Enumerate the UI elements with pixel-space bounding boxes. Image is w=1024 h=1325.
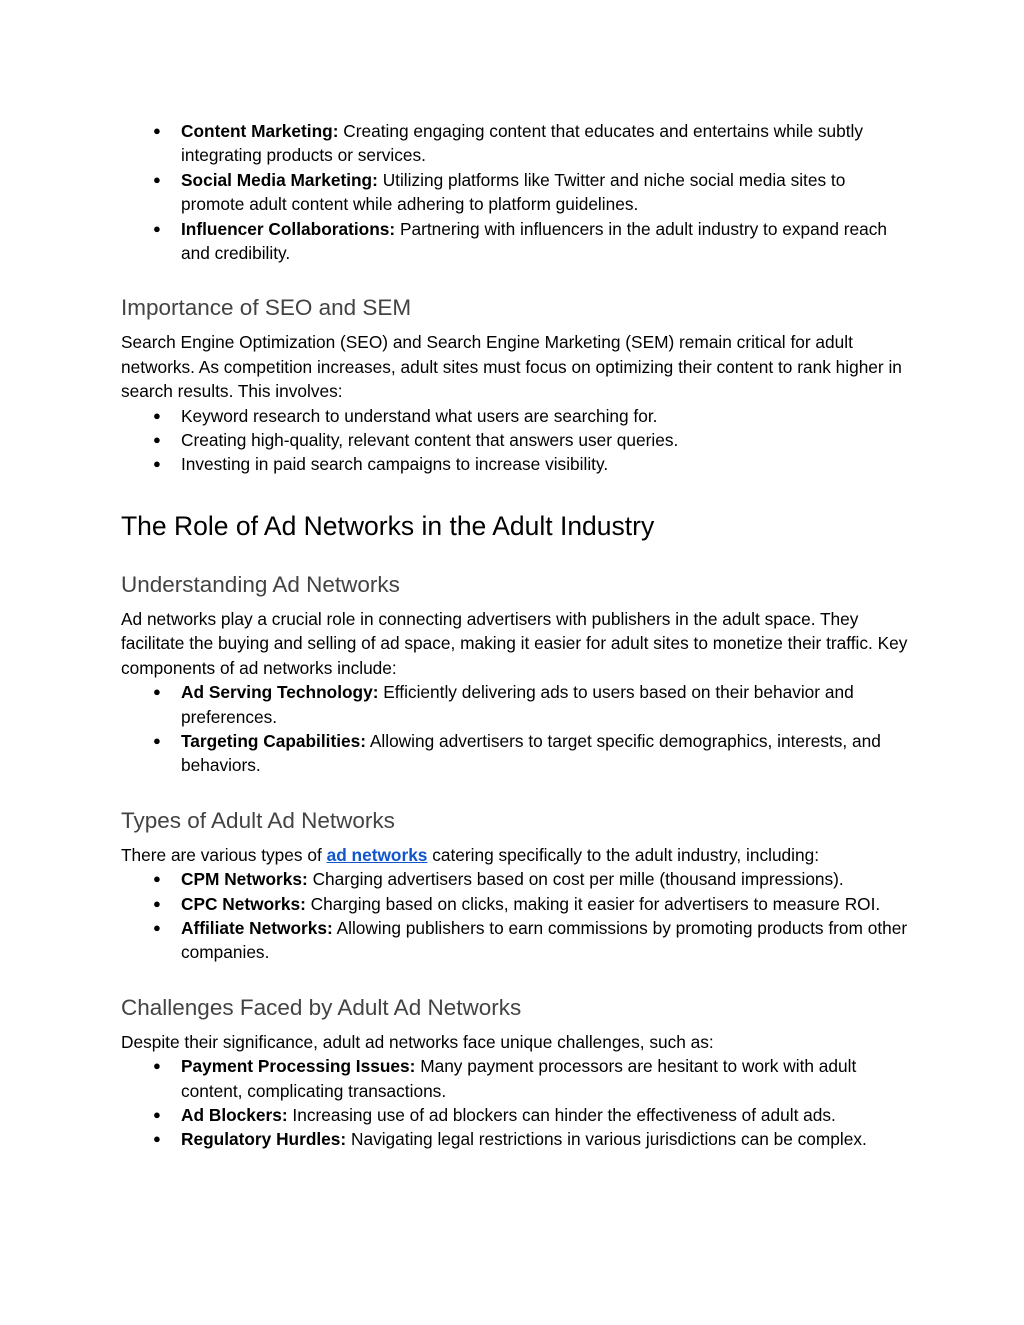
- list-item: [121, 1103, 911, 1127]
- list-item-term: Ad Blockers:: [181, 1104, 288, 1125]
- types-paragraph: [121, 843, 911, 867]
- list-item-text: Allowing publishers to earn commissions by promoting products from other companies.: [181, 917, 908, 963]
- list-item-term: Regulatory Hurdles:: [181, 1129, 347, 1150]
- seo-heading: Importance of SEO and SEM: [121, 295, 412, 321]
- list-item-text: Navigating legal restrictions in various jurisdictions can be complex.: [350, 1129, 867, 1150]
- bullet-icon: ●: [153, 871, 161, 887]
- network-types-list: [121, 867, 911, 965]
- list-item-term: Social Media Marketing:: [181, 169, 378, 190]
- bullet-icon: ●: [153, 919, 161, 935]
- understanding-heading: Understanding Ad Networks: [121, 571, 400, 597]
- bullet-icon: ●: [153, 432, 161, 448]
- challenges-heading: Challenges Faced by Adult Ad Networks: [121, 994, 522, 1020]
- list-item-term: Payment Processing Issues:: [181, 1056, 416, 1077]
- bullet-icon: ●: [153, 1058, 161, 1074]
- list-item-text: Efficiently delivering ads to users based on their behavior and preferences.: [181, 682, 854, 727]
- list-item-text: Charging advertisers based on cost per mille (thousand impressions).: [312, 869, 844, 890]
- challenges-list: [121, 1054, 911, 1152]
- list-item: [121, 452, 911, 476]
- list-item: [121, 916, 911, 965]
- list-item: [121, 867, 911, 891]
- list-item-text: Investing in paid search campaigns to increase visibility.: [181, 454, 609, 475]
- list-item-term: Influencer Collaborations:: [181, 218, 396, 239]
- list-item: [121, 168, 911, 217]
- bullet-icon: ●: [153, 407, 161, 423]
- challenges-paragraph: Despite their significance, adult ad networks face unique challenges, such as:: [121, 1031, 714, 1052]
- list-item-term: Content Marketing:: [181, 121, 339, 141]
- list-item-text: Creating high-quality, relevant content that answers user queries.: [181, 430, 679, 451]
- bullet-icon: ●: [153, 1106, 161, 1122]
- understanding-paragraph: Ad networks play a crucial role in connecting advertisers with publishers in the adult space. They facilitate the buying and selling of ad space, making it easier for adult sites to monetize their traffic. Key components of ad networks include:: [121, 608, 908, 678]
- list-item: [121, 729, 911, 778]
- list-item-term: CPC Networks:: [181, 893, 306, 914]
- list-item-term: Affiliate Networks:: [181, 917, 333, 938]
- list-item-text: Creating engaging content that educates and entertains while subtly integrating products or services.: [181, 121, 864, 166]
- list-item-term: CPM Networks:: [181, 869, 308, 890]
- list-item: [121, 680, 911, 729]
- bullet-icon: ●: [153, 732, 161, 748]
- bullet-icon: ●: [153, 684, 161, 700]
- bullet-icon: ●: [153, 1131, 161, 1147]
- list-item-text: Utilizing platforms like Twitter and niche social media sites to promote adult content while adhering to platform guidelines.: [181, 169, 846, 215]
- list-item: [121, 119, 911, 168]
- list-item-text: Keyword research to understand what users are searching for.: [181, 405, 658, 426]
- types-paragraph-after: catering specifically to the adult industry, including:: [432, 844, 820, 865]
- list-item-text: Partnering with influencers in the adult industry to expand reach and credibility.: [181, 218, 887, 264]
- list-item-text: Increasing use of ad blockers can hinder the effectiveness of adult ads.: [292, 1104, 836, 1125]
- list-item: [121, 1054, 911, 1103]
- bullet-icon: ●: [153, 895, 161, 911]
- types-paragraph-before: There are various types of: [121, 844, 322, 865]
- list-item-term: Targeting Capabilities:: [181, 730, 366, 751]
- list-item: [121, 217, 911, 266]
- list-item-text: Charging based on clicks, making it easier for advertisers to measure ROI.: [310, 893, 881, 914]
- list-item: [121, 892, 911, 916]
- bullet-icon: ●: [153, 220, 161, 236]
- list-item: [121, 1127, 911, 1151]
- list-item: [121, 428, 911, 452]
- list-item-term: Ad Serving Technology:: [181, 682, 379, 703]
- bullet-icon: ●: [153, 171, 161, 187]
- list-item: [121, 404, 911, 428]
- marketing-strategies-list: [121, 119, 911, 265]
- list-item-text: Allowing advertisers to target specific demographics, interests, and behaviors.: [181, 730, 881, 776]
- document-page: [121, 119, 911, 1152]
- list-item-text: Many payment processors are hesitant to work with adult content, complicating transactions.: [181, 1056, 857, 1101]
- types-heading: Types of Adult Ad Networks: [121, 807, 395, 833]
- seo-list: [121, 404, 911, 477]
- bullet-icon: ●: [153, 456, 161, 472]
- seo-paragraph: Search Engine Optimization (SEO) and Search Engine Marketing (SEM) remain critical for adult networks. As competition increases, adult sites must focus on optimizing their content to rank higher in search results. This involves:: [121, 332, 902, 402]
- ad-networks-link[interactable]: ad networks: [326, 844, 428, 865]
- bullet-icon: ●: [153, 123, 161, 138]
- ad-network-components-list: [121, 680, 911, 778]
- section-heading: The Role of Ad Networks in the Adult Industry: [121, 510, 655, 541]
